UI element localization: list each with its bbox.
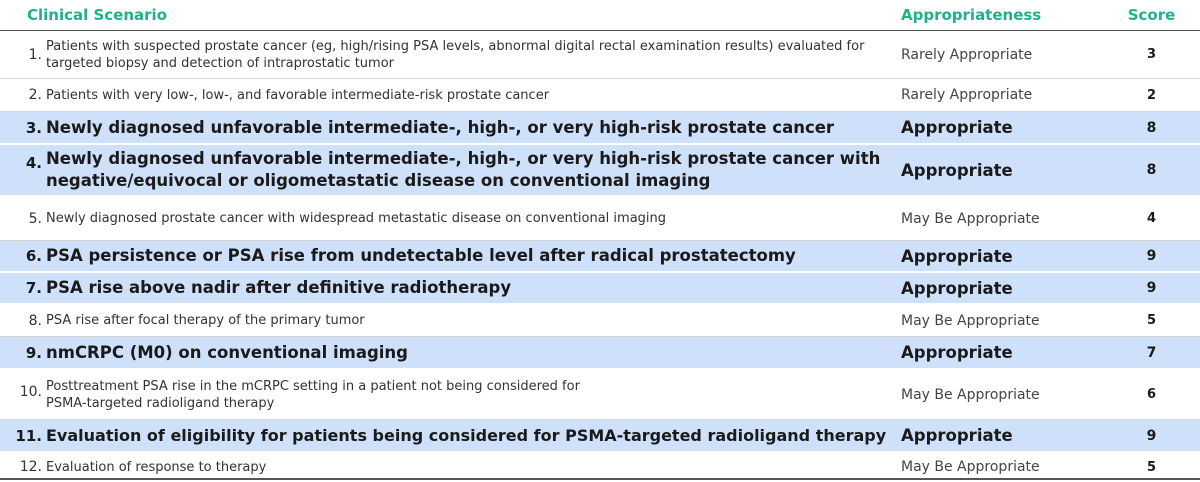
row-scenario: Evaluation of eligibility for patients being considered for PSMA-targeted radioligand therapy [46, 425, 887, 445]
row-appropriateness: Appropriate [901, 426, 1013, 445]
row-appropriateness: Appropriate [901, 118, 1013, 137]
table-row [0, 273, 1200, 305]
row-scenario: PSA rise above nadir after definitive radiotherapy [46, 278, 512, 297]
bottom-divider [0, 478, 1200, 480]
row-score: 9 [1146, 427, 1157, 444]
table-row [0, 337, 1200, 370]
row-appropriateness: Appropriate [901, 343, 1013, 362]
table-row [0, 420, 1200, 453]
table-row [0, 145, 1200, 197]
row-appropriateness: Appropriate [901, 246, 1013, 266]
row-number: 7. [25, 279, 42, 297]
row-appropriateness: Rarely Appropriate [901, 87, 1033, 103]
table-row [0, 241, 1200, 273]
row-scenario: Patients with very low-, low-, and favorable intermediate-risk prostate cancer [46, 87, 550, 103]
row-score: 8 [1146, 162, 1157, 178]
row-score: 2 [1146, 87, 1157, 103]
row-scenario: Evaluation of response to therapy [46, 459, 267, 475]
row-score: 5 [1146, 313, 1157, 328]
row-score: 5 [1146, 459, 1157, 475]
row-number: 12. [19, 459, 42, 475]
row-score: 8 [1146, 119, 1157, 136]
row-score: 6 [1146, 387, 1157, 402]
row-appropriateness: May Be Appropriate [901, 459, 1040, 475]
row-appropriateness: May Be Appropriate [901, 386, 1040, 403]
row-scenario: nmCRPC (M0) on conventional imaging [46, 342, 408, 362]
table-row [0, 112, 1200, 145]
row-score: 3 [1146, 47, 1157, 62]
table-row [0, 305, 1200, 337]
row-scenario: Newly diagnosed prostate cancer with widespread metastatic disease on conventional imaging [46, 211, 667, 226]
table-header [0, 0, 1200, 31]
table-row [0, 31, 1200, 79]
row-number: 9. [25, 343, 42, 362]
row-appropriateness: Rarely Appropriate [901, 46, 1033, 63]
row-appropriateness: Appropriate [901, 278, 1013, 298]
row-scenario: Newly diagnosed unfavorable intermediate-, high-, or very high-risk prostate cancer [46, 117, 835, 137]
table-row [0, 370, 1200, 420]
row-number: 10. [19, 383, 42, 400]
row-appropriateness: May Be Appropriate [901, 312, 1040, 329]
row-number: 6. [25, 247, 42, 265]
table-row [0, 79, 1200, 112]
row-scenario: PSA persistence or PSA rise from undetectable level after radical prostatectomy [46, 246, 796, 265]
row-score: 4 [1146, 211, 1157, 226]
row-number: 4. [25, 154, 42, 172]
table-row [0, 453, 1200, 481]
table-row [0, 197, 1200, 241]
row-scenario: Posttreatment PSA rise in the mCRPC setting in a patient not being considered for PSMA-targeted radioligand therapy [46, 378, 580, 411]
row-number: 1. [28, 46, 42, 63]
row-number: 8. [28, 312, 42, 329]
row-number: 5. [28, 210, 42, 227]
header-appropriateness: Appropriateness [901, 6, 1042, 24]
row-score: 9 [1146, 280, 1157, 296]
row-appropriateness: Appropriate [901, 160, 1013, 180]
row-number: 11. [15, 426, 42, 445]
header-score: Score [1127, 6, 1176, 24]
row-number: 3. [25, 118, 42, 137]
row-score: 9 [1146, 248, 1157, 264]
row-number: 2. [28, 87, 42, 103]
row-scenario: Newly diagnosed unfavorable intermediate-, high-, or very high-risk prostate cancer with negative/equivocal or oligometastatic disease on conventional imaging [46, 149, 881, 190]
row-scenario: PSA rise after focal therapy of the primary tumor [46, 313, 365, 328]
row-scenario: Patients with suspected prostate cancer (eg, high/rising PSA levels, abnormal digital rectal examination results) evaluated for targeted biopsy and detection of intraprostatic tumor [46, 38, 865, 71]
header-clinical-scenario: Clinical Scenario [27, 6, 168, 24]
row-appropriateness: May Be Appropriate [901, 210, 1040, 227]
row-score: 7 [1146, 344, 1157, 361]
